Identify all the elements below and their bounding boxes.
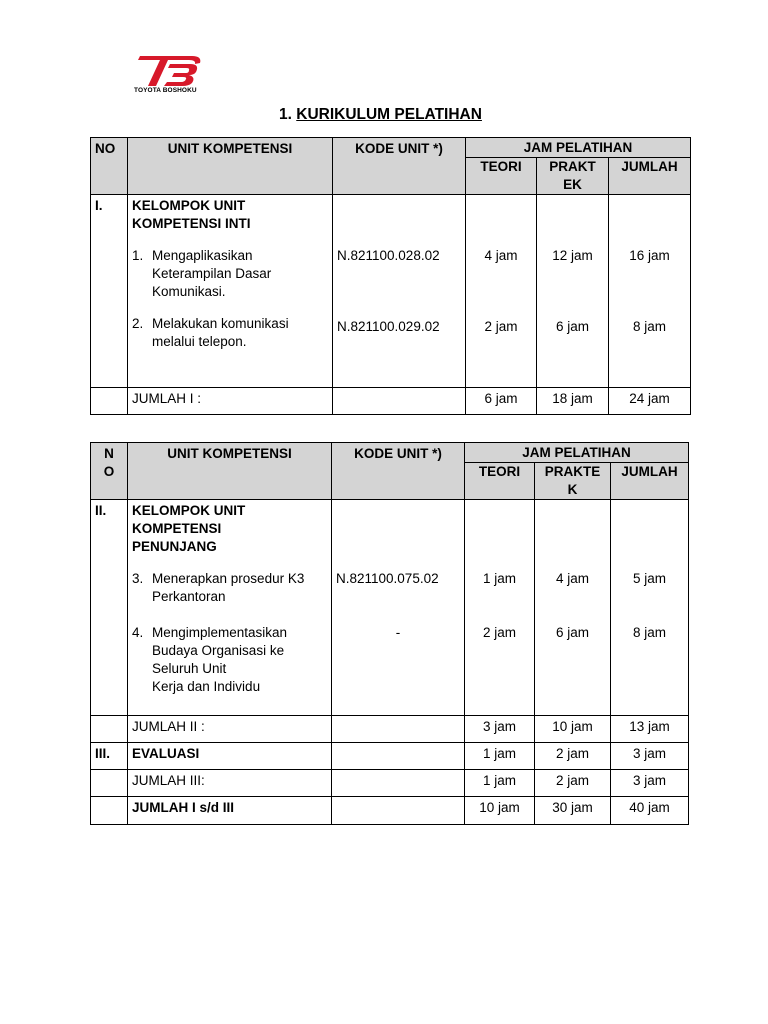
unit-cell: KELOMPOK UNIT KOMPETENSI PENUNJANG 3. Menerapkan prosedur K3 Perkantoran 4. Mengimplementasikan Budaya Organisasi ke Seluruh Unit Kerja dan Individu [128, 500, 332, 716]
curriculum-table-1 [90, 137, 691, 415]
header-teori: TEORI [466, 158, 537, 195]
header-teori: TEORI [465, 463, 535, 500]
table-row-total-2: JUMLAH II : 3 jam 10 jam 13 jam [91, 716, 689, 743]
title-text: KURIKULUM PELATIHAN [296, 106, 482, 123]
table-row-grand-total: JUMLAH I s/d III 10 jam 30 jam 40 jam [91, 797, 689, 825]
header-praktek: PRAKTE K [535, 463, 611, 500]
teori-cell: 1 jam 2 jam [465, 500, 535, 716]
unit-cell: KELOMPOK UNIT KOMPETENSI INTI 1. Mengaplikasikan Keterampilan Dasar Komunikasi. 2. Melakukan komunikasi melalui telepon. [128, 195, 333, 388]
header-praktek: PRAKT EK [537, 158, 609, 195]
kode-cell: N.821100.075.02 - [332, 500, 465, 716]
header-no: N O [91, 443, 128, 500]
header-jumlah: JUMLAH [609, 158, 691, 195]
table-row [91, 195, 691, 388]
table-row-total-3: JUMLAH III: 1 jam 2 jam 3 jam [91, 770, 689, 797]
title-number: 1. [279, 106, 292, 123]
logo-mark-icon [134, 52, 204, 88]
teori-cell: 4 jam 2 jam [466, 195, 537, 388]
list-item: 1. Mengaplikasikan Keterampilan Dasar Komunikasi. [132, 248, 272, 299]
page-title [279, 106, 482, 124]
curriculum-table-2 [90, 442, 689, 825]
table-row-total: JUMLAH I : 6 jam 18 jam 24 jam [91, 388, 691, 415]
header-jam-pelatihan: JAM PELATIHAN [466, 138, 691, 158]
praktek-cell: 12 jam 6 jam [537, 195, 609, 388]
header-jumlah: JUMLAH [611, 463, 689, 500]
list-item: 3. Menerapkan prosedur K3 Perkantoran [132, 571, 305, 604]
toyota-boshoku-logo [134, 52, 214, 98]
kode-cell: N.821100.028.02 N.821100.029.02 [333, 195, 466, 388]
table-row [91, 500, 689, 716]
logo-text: TOYOTA BOSHOKU [134, 87, 197, 94]
header-unit-kompetensi: UNIT KOMPETENSI [128, 138, 333, 195]
table-row-evaluasi: III. EVALUASI 1 jam 2 jam 3 jam [91, 743, 689, 770]
list-item: 4. Mengimplementasikan Budaya Organisasi ke Seluruh Unit Kerja dan Individu [132, 625, 288, 694]
list-item: 2. Melakukan komunikasi melalui telepon. [132, 316, 289, 349]
group-no-cell: I. [91, 195, 128, 388]
header-jam-pelatihan: JAM PELATIHAN [465, 443, 689, 463]
jumlah-cell: 16 jam 8 jam [609, 195, 691, 388]
header-unit-kompetensi: UNIT KOMPETENSI [128, 443, 332, 500]
header-no: NO [91, 138, 128, 195]
group-no-cell: II. [91, 500, 128, 716]
header-kode-unit: KODE UNIT *) [332, 443, 465, 500]
praktek-cell: 4 jam 6 jam [535, 500, 611, 716]
jumlah-cell: 5 jam 8 jam [611, 500, 689, 716]
header-kode-unit: KODE UNIT *) [333, 138, 466, 195]
